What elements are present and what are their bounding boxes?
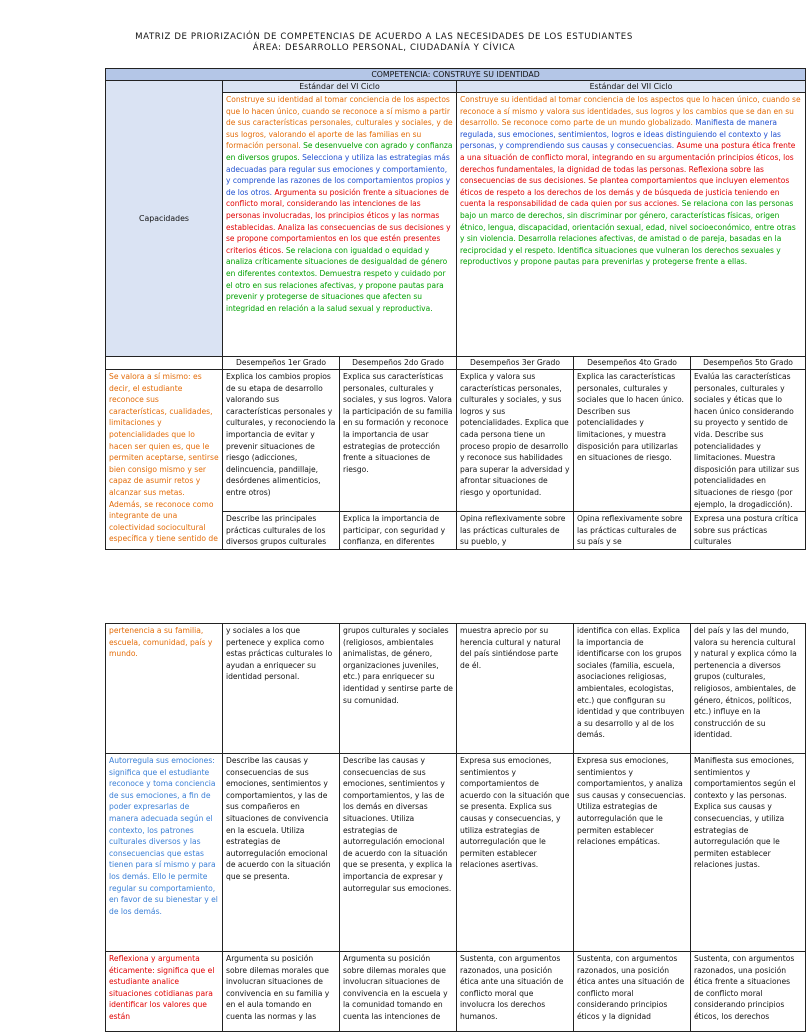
- emotions-grade5: Manifiesta sus emociones, sentimientos y comportamientos según el contexto y las personas. Explica sus causas y consecuencias, y utiliza estrategias de autorregulación que le permiten establecer relaciones justas.: [691, 754, 806, 952]
- emotions-grade2: Describe las causas y consecuencias de sus emociones, sentimientos y comportamientos, y las de los demás en diversas situaciones. Utiliza estrategias de autorregulación emocional de acuerdo con la situación que se presenta, y explica la importancia de expresar y autorregular sus emociones.: [340, 754, 457, 952]
- capacity-ethical-reflection: Reflexiona y argumenta éticamente: significa que el estudiante analice situaciones cotidianas para identificar los valores que están: [106, 952, 223, 1032]
- row1-grade1: Explica los cambios propios de su etapa de desarrollo valorando sus características personales y culturales, y reconociendo la importancia de evitar y prevenir situaciones de riesgo (adicciones, delincuencia, pandillaje, desórdenes alimenticios, entre otros): [223, 370, 340, 512]
- capacity-self-worth: Se valora a sí mismo: es decir, el estudiante reconoce sus características, cualidades, limitaciones y potencialidades que lo hacen ser quien es, que le permiten aceptarse, sentirse bien consigo mismo y ser capaz de asumir retos y alcanzar sus metas. Además, se reconoce como integrante de una colectividad sociocultural específica y tiene sentido de: [106, 370, 223, 550]
- row1-grade2: Explica sus características personales, culturales y sociales, y sus logros. Valora la participación de su familia en su formación y reconoce la importancia de usar estrategias de protección frente a situaciones de riesgo.: [340, 370, 457, 512]
- row2-grade4: Opina reflexivamente sobre las prácticas culturales de su país y se: [574, 512, 691, 550]
- standard-vi-seg-1: Se desenvuelve con agrado y confianza en diversos grupos.: [226, 141, 453, 162]
- cont-grade4: identifica con ellas. Explica la importancia de identificarse con los grupos sociales (familia, escuela, asociaciones religiosas, ambientales, ecologistas, etc.) que configuran su identidad y que contribuyen a su desarrollo y al de los demás.: [574, 624, 691, 754]
- competence-header: COMPETENCIA: CONSTRUYE SU IDENTIDAD: [106, 69, 806, 81]
- grade-header-2: Desempeños 2do Grado: [340, 357, 457, 370]
- standard-vii-seg-0: Construye su identidad al tomar conciencia de los aspectos que lo hacen único, cuando se reconoce a sí mismo y valora sus identidades, sus logros y los cambios que se dan en su desarrollo. Se reconoce como parte de un mundo globalizado.: [460, 95, 801, 128]
- cont-grade3: muestra aprecio por su herencia cultural y natural del país sintiéndose parte de él.: [457, 624, 574, 754]
- standard-vi-header: Estándar del VI Ciclo: [223, 81, 457, 93]
- standard-vi-seg-2: Selecciona y utiliza las estrategias más adecuadas para regular sus emociones y comportamiento, y comprende las razones de los comportamientos propios y de los otros.: [226, 152, 451, 197]
- row2-grade1: Describe las principales prácticas culturales de los diversos grupos culturales: [223, 512, 340, 550]
- standard-vi-text: [223, 93, 457, 357]
- row1-grade4: Explica las características personales, culturales y sociales que lo hacen único. Describen sus potencialidades y limitaciones, y muestra disposición para utilizarlas en situaciones de riesgo.: [574, 370, 691, 512]
- standard-vii-seg-2: Asume una postura ética frente a una situación de conflicto moral, integrando en su argumentación principios éticos, los derechos fundamentales, la dignidad de todas las personas. Reflexiona sobre las consecuencias de sus decisiones. Se plantea comportamientos que incluyen elementos éticos de respeto a los derechos de los demás y de búsqueda de justicia teniendo en cuenta la responsabilidad de cada quien por sus acciones.: [460, 141, 796, 209]
- cont-grade5: del país y las del mundo, valora su herencia cultural y natural y explica cómo la pertenencia a diversos grupos (culturales, religiosos, ambientales, de género, étnicos, políticos, etc.) influye en la construcción de su identidad.: [691, 624, 806, 754]
- standard-vi-seg-3: Argumenta su posición frente a situaciones de conflicto moral, considerando las intenciones de las personas involucradas, los principios éticos y las normas establecidas. Analiza las consecuencias de sus decisiones y se propone comportamientos en los que estén presentes criterios éticos.: [226, 187, 451, 255]
- ethics-grade3: Sustenta, con argumentos razonados, una posición ética ante una situación de conflicto moral que involucra los derechos humanos.: [457, 952, 574, 1032]
- standard-vii-seg-1: Manifiesta de manera regulada, sus emociones, sentimientos, logros e ideas distinguiendo el contexto y las personas, y comprendiendo sus causas y consecuencias.: [460, 118, 781, 151]
- emotions-grade1: Describe las causas y consecuencias de sus emociones, sentimientos y comportamientos, y las de sus compañeros en situaciones de convivencia en la escuela. Utiliza estrategias de autorregulación emocional de acuerdo con la situación que se presenta.: [223, 754, 340, 952]
- standard-vii-header: Estándar del VII Ciclo: [457, 81, 806, 93]
- cont-grade2: grupos culturales y sociales (religiosos, ambientales animalistas, de género, organizaciones juveniles, etc.) para enriquecer su identidad y sentirse parte de su comunidad.: [340, 624, 457, 754]
- ethics-grade1: Argumenta su posición sobre dilemas morales que involucran situaciones de convivencia en su familia y en el aula tomando en cuenta las normas y las: [223, 952, 340, 1032]
- emotions-grade3: Expresa sus emociones, sentimientos y comportamientos de acuerdo con la situación que se presenta. Explica sus causas y consecuencias, y utiliza estrategias de autorregulación que le permiten establecer relaciones asertivas.: [457, 754, 574, 952]
- document-page-2: [0, 618, 797, 1024]
- standard-vii-seg-3: Se relaciona con las personas bajo un marco de derechos, sin discriminar por género, características físicas, origen étnico, lengua, discapacidad, orientación sexual, edad, nivel socioeconómico, entre otras y sin violencia. Desarrolla relaciones afectivas, de amistad o de pareja, basadas en la reciprocidad y el respeto. Identifica situaciones que vulneran los derechos sexuales y reproductivos y propone pautas para prevenirlas y protegerse frente a ellas.: [460, 199, 796, 267]
- cont-grade1: y sociales a los que pertenece y explica como estas prácticas culturales lo ayudan a enriquecer su identidad personal.: [223, 624, 340, 754]
- competence-table-top: [105, 68, 806, 550]
- ethics-grade5: Sustenta, con argumentos razonados, una posición ética frente a situaciones de conflicto moral considerando principios éticos, los derechos: [691, 952, 806, 1032]
- capacities-label: Capacidades: [106, 81, 223, 357]
- competence-table-bottom: [105, 623, 806, 1032]
- standard-vi-seg-0: Construye su identidad al tomar conciencia de los aspectos que lo hacen único, cuando se reconoce a sí mismo a partir de sus características personales, culturales y sociales, y de sus logros, valorando el aporte de las familias en su formación personal.: [226, 95, 453, 151]
- capacity-belonging: pertenencia a su familia, escuela, comunidad, país y mundo.: [106, 624, 223, 754]
- row2-grade5: Expresa una postura crítica sobre sus prácticas culturales: [691, 512, 806, 550]
- standard-vi-seg-4: Se relaciona con igualdad o equidad y analiza críticamente situaciones de desigualdad de género en diferentes contextos. Demuestra respeto y cuidado por el otro en sus relaciones afectivas, y propone pautas para prevenir y protegerse de situaciones que afecten su integridad en relación a la salud sexual y reproductiva.: [226, 245, 448, 313]
- emotions-grade4: Expresa sus emociones, sentimientos y comportamientos, y analiza sus causas y consecuencias. Utiliza estrategias de autorregulación que le permiten establecer relaciones empáticas.: [574, 754, 691, 952]
- grade-header-4: Desempeños 4to Grado: [574, 357, 691, 370]
- row1-grade3: Explica y valora sus características personales, culturales y sociales, y sus logros y sus potencialidades. Explica que cada persona tiene un proceso propio de desarrollo y reconoce sus habilidades para superar la adversidad y afrontar situaciones de riesgo y oportunidad.: [457, 370, 574, 512]
- document-title: MATRIZ DE PRIORIZACIÓN DE COMPETENCIAS DE ACUERDO A LAS NECESIDADES DE LOS ESTUDIANTES: [135, 32, 633, 42]
- ethics-grade2: Argumenta su posición sobre dilemas morales que involucran situaciones de convivencia en la escuela y la comunidad tomando en cuenta las intenciones de: [340, 952, 457, 1032]
- row2-grade3: Opina reflexivamente sobre las prácticas culturales de su pueblo, y: [457, 512, 574, 550]
- blank-header-cell: [106, 357, 223, 370]
- standard-vii-text: [457, 93, 806, 357]
- grade-header-5: Desempeños 5to Grado: [691, 357, 806, 370]
- ethics-grade4: Sustenta, con argumentos razonados, una posición ética antes una situación de conflicto moral considerando principios éticos y la dignidad: [574, 952, 691, 1032]
- grade-header-1: Desempeños 1er Grado: [223, 357, 340, 370]
- row2-grade2: Explica la importancia de participar, con seguridad y confianza, en diferentes: [340, 512, 457, 550]
- page-gap: [0, 560, 768, 618]
- row1-grade5: Evalúa las características personales, culturales y sociales y éticas que lo hacen único considerando su proyecto y sentido de vida. Describe sus potencialidades y limitaciones. Muestra disposición para utilizar sus potencialidades en situaciones de riesgo (por ejemplo, la drogadicción).: [691, 370, 806, 512]
- capacity-self-regulation: Autorregula sus emociones: significa que el estudiante reconoce y toma conciencia de sus emociones, a fin de poder expresarlas de manera adecuada según el contexto, los patrones culturales diversos y las consecuencias que estas tienen para sí mismo y para los demás. Ello le permite regular su comportamiento, en favor de su bienestar y el de los demás.: [106, 754, 223, 952]
- document-subtitle: ÁREA: DESARROLLO PERSONAL, CIUDADANÍA Y CÍVICA: [252, 43, 516, 53]
- grade-header-3: Desempeños 3er Grado: [457, 357, 574, 370]
